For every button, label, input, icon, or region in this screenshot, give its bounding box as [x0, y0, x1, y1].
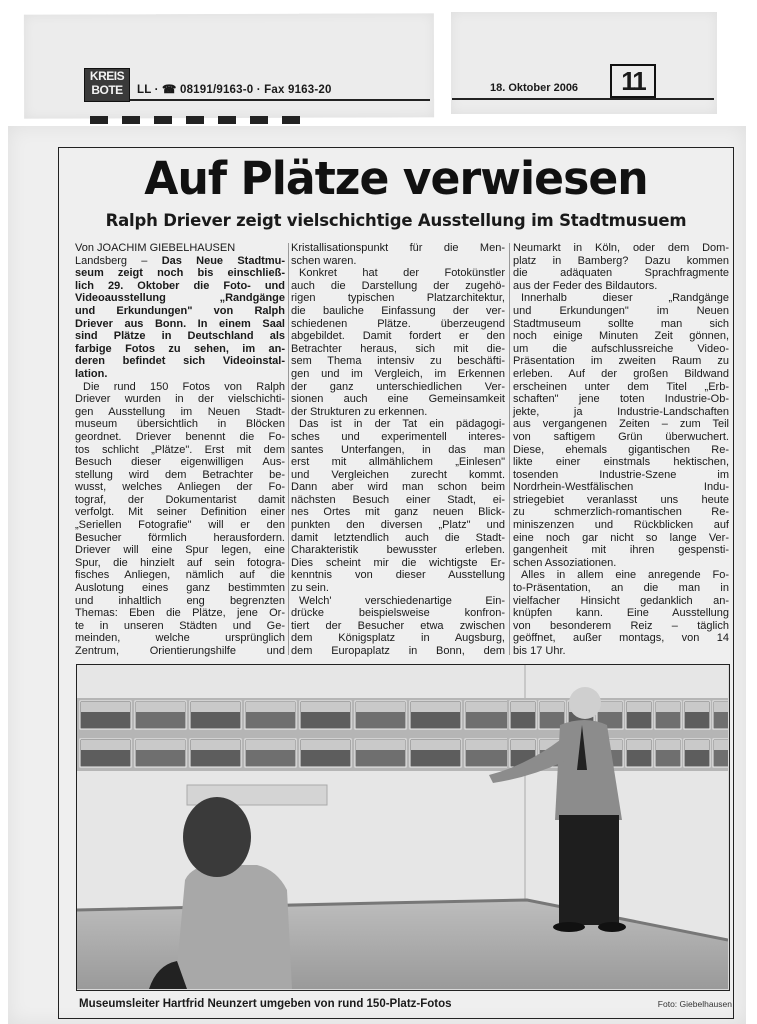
- article-line: punkten den diversen „Platz" und: [291, 519, 505, 532]
- article-line: Dies scheint mir die wichtigste Er-: [291, 556, 505, 569]
- masthead-clipping-left: [24, 13, 434, 118]
- article-line: schen waren.: [291, 254, 357, 267]
- masthead-date: 18. Oktober 2006: [490, 82, 579, 94]
- article-line: knüpfen kann. Eine Ausstellung: [513, 607, 729, 620]
- article-line: vielfacher Hinsicht gedanklich an-: [513, 594, 729, 607]
- article-line: der Strukturen zu erkennen.: [291, 405, 428, 418]
- masthead-rule-right: [452, 98, 714, 100]
- article-line: von saftigem Grün überwuchert.: [513, 430, 729, 443]
- article-line: aus der Feder des Bildautors.: [513, 279, 658, 292]
- thumbnail-sky: [136, 702, 185, 712]
- article-line: drücke beispielsweise konfron-: [291, 607, 505, 620]
- article-line: geöffnet, außer montags, von 14: [513, 632, 729, 645]
- lead-text: Das Neue Stadtmu-: [161, 254, 285, 267]
- article-line: zu schmerzlich-romantischen Re-: [513, 506, 729, 519]
- article-line: farbige Fotos zu sehen, im an-: [75, 342, 285, 355]
- article-line: gangenheit mit ihren gespensti-: [513, 544, 729, 557]
- column-1-body: [75, 255, 285, 658]
- photo-credit: Foto: Giebelhausen: [657, 999, 732, 1009]
- article-line: der ganz unterschiedlichen Ver-: [291, 380, 505, 393]
- article-line: verfolgt. Mit seiner Definition einer: [75, 506, 285, 519]
- article-line: abgebildet. Damit fordert er den: [291, 330, 505, 343]
- article-line: rigen typischen Platzarchitektur,: [291, 292, 505, 305]
- article-line: nes Ortes mit ganz neuen Blick-: [291, 506, 505, 519]
- article-line: Auslotung eines ganz bestimmten: [75, 582, 285, 595]
- article-line: Stadtmuseum sollte man sich: [513, 317, 729, 330]
- thumbnail-sky: [191, 740, 240, 750]
- article-line: dem Europaplatz in Bonn, dem: [291, 645, 505, 657]
- article-line: tiert der Besucher etwa zwischen: [291, 619, 505, 632]
- article-line: und Erkundungen" im Neuen: [513, 304, 729, 317]
- subheadline: Ralph Driever zeigt vielschichtige Ausstellung im Stadtmusuem: [105, 211, 687, 230]
- article-line: Dann aber wird man schon beim: [291, 481, 505, 494]
- article-line: Spur, die hinzielt auf sein fotogra-: [75, 556, 285, 569]
- article-line: sionen auch eine Gemeinsamkeit: [291, 393, 505, 406]
- article-column-1: [75, 242, 285, 658]
- article-line: wusst, welches Anliegen der Fo-: [75, 481, 285, 494]
- article-line: Konkret hat der Fotokünstler: [299, 267, 505, 280]
- article-line: Betrachter heraus, sich mit die-: [291, 342, 505, 355]
- thumbnail-sky: [246, 740, 295, 750]
- article-line: Nordrhein-Westfälischen Indu-: [513, 481, 729, 494]
- article-line: gen und im Vergleich, im Erkennen: [291, 367, 505, 380]
- article-line: lation.: [75, 367, 108, 380]
- article-line: tosenden Industrie-Szene im: [513, 468, 729, 481]
- article-line: gen Ausstellung im Neuen Stadt-: [75, 405, 285, 418]
- article-line: Themas: Eben die Plätze, jene Or-: [75, 607, 285, 620]
- logo-line-2: BOTE: [91, 83, 123, 97]
- article-line: und inhaltlich eng begrenzten: [75, 594, 285, 607]
- article-line: Besucher förmlich herausfordern.: [75, 531, 285, 544]
- article-line: santes Unterfangen, in das man: [291, 443, 505, 456]
- thumbnail-sky: [356, 740, 405, 750]
- article-line: geordnet. Driever benennt die Fo-: [75, 430, 285, 443]
- article-line: noch einige Minuten Zeit gönnen,: [513, 330, 729, 343]
- cut-off-headline-fragment: [90, 116, 300, 124]
- article-line: dem Königsplatz in Augsburg,: [291, 632, 505, 645]
- thumbnail-sky: [81, 702, 130, 712]
- article-line: lich 29. Oktober die Foto- und: [75, 279, 285, 292]
- article-line: schen Assoziationen.: [513, 556, 617, 569]
- thumbnail-sky: [511, 702, 535, 712]
- article-line: stellung wird dem Betrachter be-: [75, 468, 285, 481]
- photo-caption: Museumsleiter Hartfrid Neunzert umgeben von rund 150-Platz-Fotos: [79, 998, 452, 1010]
- thumbnail-sky: [191, 702, 240, 712]
- article-line: die bauliche Einfassung der ver-: [291, 304, 505, 317]
- thumbnail-sky: [714, 740, 728, 750]
- article-line: Zentrum, Orientierungshilfe und: [75, 645, 285, 657]
- article-line: meinden, welche ursprünglich: [75, 632, 285, 645]
- article-line: striegebiet veranlasst uns heute: [513, 493, 729, 506]
- article-line: [75, 255, 285, 268]
- article-line: Präsentation im zweiten Raum zu: [513, 355, 729, 368]
- thumbnail-sky: [356, 702, 405, 712]
- thumbnail-sky: [656, 702, 680, 712]
- article-line: damit letztendlich auch die Stadt-: [291, 531, 505, 544]
- article-line: likte einer einstmals hektischen,: [513, 456, 729, 469]
- article-line: Innerhalb dieser „Randgänge: [521, 292, 729, 305]
- headline: Auf Plätze verwiesen: [144, 152, 648, 205]
- article-line: „Seriellen Fotografie" will er den: [75, 519, 285, 532]
- article-line: Besuch dieser eigenwilligen Aus-: [75, 456, 285, 469]
- thumbnail-sky: [301, 740, 350, 750]
- thumbnail-sky: [685, 740, 709, 750]
- article-line: Driever aus Bonn. In einem Saal: [75, 317, 285, 330]
- article-line: fisches Anliegen, nämlich auf die: [75, 569, 285, 582]
- masthead-contact: LL · ☎ 08191/9163-0 · Fax 9163-20: [137, 84, 332, 96]
- article-line: Neumarkt in Köln, oder dem Dom-: [513, 242, 729, 254]
- exhibition-photo: [76, 664, 730, 991]
- article-line: Alles in allem eine anregende Fo-: [521, 569, 729, 582]
- byline: Von JOACHIM GIEBELHAUSEN: [75, 242, 236, 254]
- article-line: bis 17 Uhr.: [513, 645, 566, 657]
- article-line: Driever wurden in der vielschichti-: [75, 393, 285, 406]
- thumbnail-sky: [301, 702, 350, 712]
- article-line: und Erkundungen" von Ralph: [75, 304, 285, 317]
- article-column-3: [513, 242, 729, 658]
- article-line: Videoausstellung „Randgänge: [75, 292, 285, 305]
- thumbnail-sky: [598, 702, 622, 712]
- thumbnail-sky: [136, 740, 185, 750]
- thumbnail-sky: [246, 702, 295, 712]
- article-line: to-Präsentation, an die man in: [513, 582, 729, 595]
- article-column-2: [291, 242, 505, 658]
- article-line: und Vergleichen zurecht kommt.: [291, 468, 505, 481]
- article-line: sind Plätze in Deutschland als: [75, 330, 285, 343]
- article-line: nächsten Besuch einer Stadt, ei-: [291, 493, 505, 506]
- article-line: erleben. Auf der großen Bildwand: [513, 367, 729, 380]
- article-line: seum zeigt noch bis einschließ-: [75, 267, 285, 280]
- article-line: aus vergangenen Zeiten – zum Teil: [513, 418, 729, 431]
- article-line: jekte, ja Industrie-Landschaften: [513, 405, 729, 418]
- photo-panels: [77, 698, 728, 771]
- article-line: miniszenzen und Rückblicken auf: [513, 519, 729, 532]
- article-line: tos schlicht „Plätze". Erst mit dem: [75, 443, 285, 456]
- article-line: sem Thema intensiv zu beschäfti-: [291, 355, 505, 368]
- thumbnail-sky: [411, 702, 460, 712]
- article-line: sches und experimentell interes-: [291, 430, 505, 443]
- article-line: zu sein.: [291, 582, 329, 595]
- article-line: auch die Darstellung der zugehö-: [291, 279, 505, 292]
- article-line: kenntnis von dieser Ausstellung: [291, 569, 505, 582]
- thumbnail-sky: [81, 740, 130, 750]
- article-line: erst mit allmählichem „Einlesen": [291, 456, 505, 469]
- article-line: von besonderem Reiz – täglich: [513, 619, 729, 632]
- masthead-rule-left: [84, 99, 430, 101]
- article-line: te in unseren Städten und Ge-: [75, 619, 285, 632]
- article-line: tograf, der Dokumentarist damit: [75, 493, 285, 506]
- article-line: schaften" jene toten Industrie-Ob-: [513, 393, 729, 406]
- article-line: Das ist in der Tat ein pädagogi-: [299, 418, 505, 431]
- thumbnail-sky: [685, 702, 709, 712]
- column-divider: [288, 243, 289, 655]
- article-line: Diese, ehemals gigantischen Re-: [513, 443, 729, 456]
- dateline: Landsberg –: [75, 254, 148, 267]
- article-line: schiedenen Plätze. überzeugend: [291, 317, 505, 330]
- article-line: platz in Bamberg? Dazu kommen: [513, 254, 729, 267]
- article-line: Die rund 150 Fotos von Ralph: [83, 380, 285, 393]
- thumbnail-sky: [627, 740, 651, 750]
- article-line: erscheinen unter dem Titel „Erb-: [513, 380, 729, 393]
- article-line: museum übersichtlich in Blöcken: [75, 418, 285, 431]
- article-line: deren befindet sich Videoinstal-: [75, 355, 285, 368]
- thumbnail-sky: [411, 740, 460, 750]
- article-line: die adäquaten Sprachfragmente: [513, 267, 729, 280]
- logo-line-1: KREIS: [89, 69, 125, 83]
- article-line: Kristallisationspunkt für die Men-: [291, 242, 505, 254]
- thumbnail-sky: [714, 702, 728, 712]
- thumbnail-sky: [627, 702, 651, 712]
- article-line: Charakteristik bewusster erleben.: [291, 544, 505, 557]
- photo-illustration: [77, 665, 728, 989]
- article-line: Driever will eine Spur legen, eine: [75, 544, 285, 557]
- article-line: eine noch gar nicht so lange Ver-: [513, 531, 729, 544]
- page-number: 11: [610, 64, 656, 98]
- article-line: um die aufschlussreiche Video-: [513, 342, 729, 355]
- article-line: Welch' verschiedenartige Ein-: [299, 594, 505, 607]
- kreisbote-logo: [84, 68, 130, 102]
- thumbnail-sky: [656, 740, 680, 750]
- column-divider: [509, 243, 510, 655]
- thumbnail-sky: [511, 740, 535, 750]
- thumbnail-sky: [540, 702, 564, 712]
